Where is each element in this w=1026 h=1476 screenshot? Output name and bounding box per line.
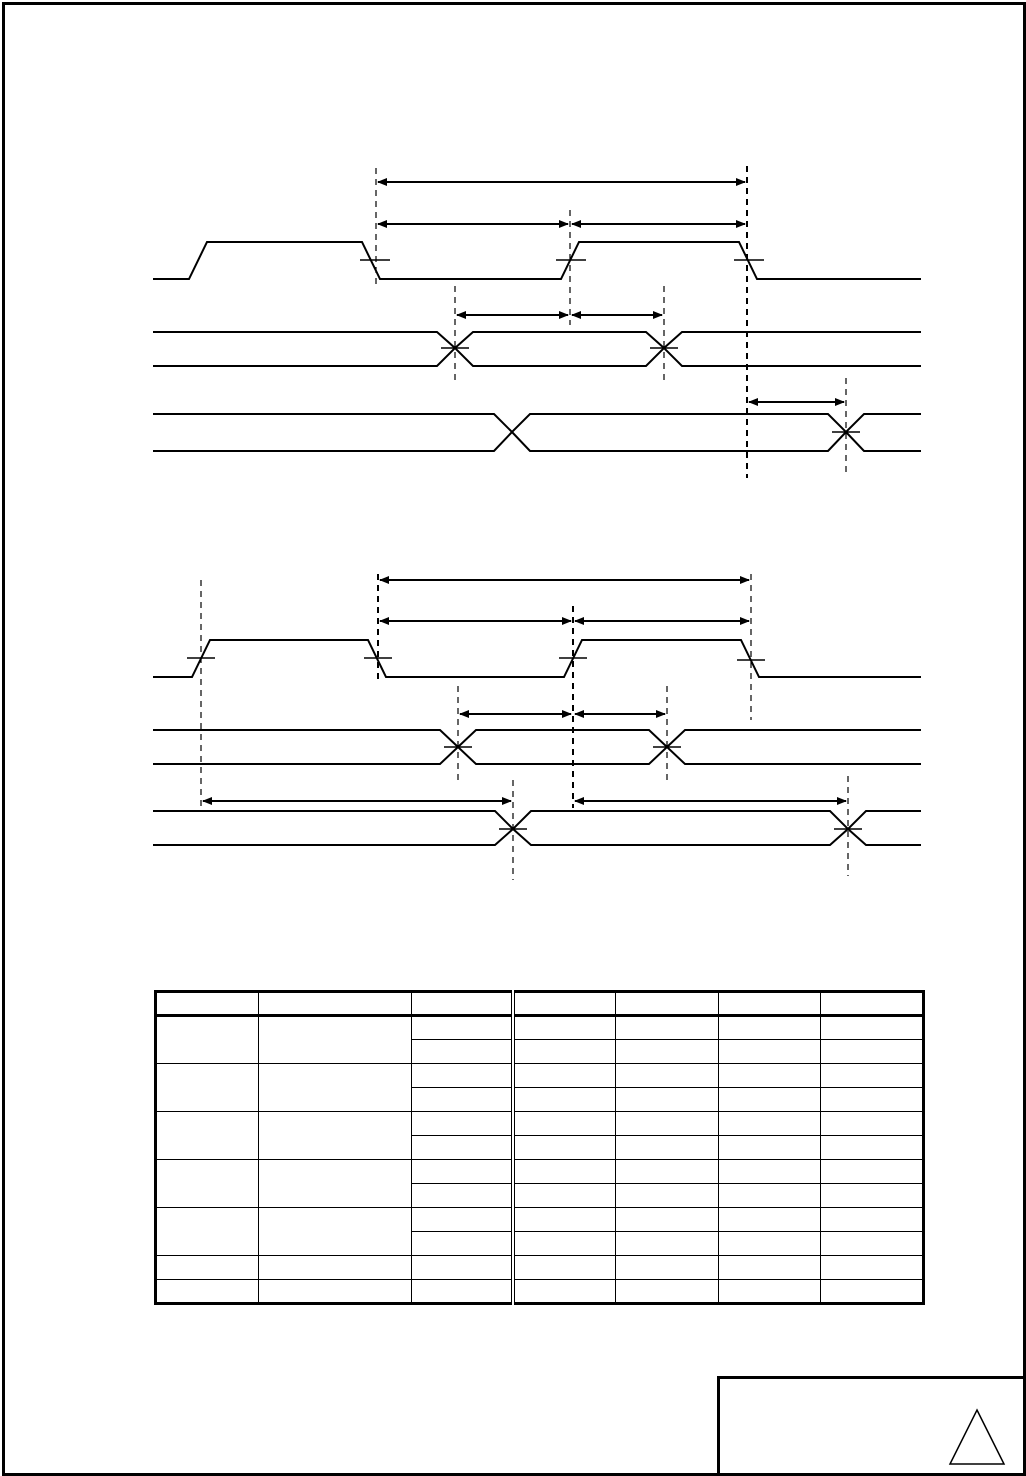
table-cell	[156, 1112, 259, 1160]
table-cell	[513, 1136, 616, 1160]
table-row	[156, 1064, 924, 1088]
table-cell	[719, 1136, 821, 1160]
table-cell	[259, 1280, 412, 1304]
table-cell	[719, 1016, 821, 1040]
table-cell	[616, 1280, 719, 1304]
table-cell	[513, 1088, 616, 1112]
table-cell	[513, 1184, 616, 1208]
table-cell	[719, 1184, 821, 1208]
table-cell	[156, 1208, 259, 1256]
table-cell	[513, 1208, 616, 1232]
table-cell	[513, 1280, 616, 1304]
read-dimension-arrows	[378, 182, 844, 402]
table-cell	[821, 1112, 924, 1136]
table-cell	[513, 1040, 616, 1064]
table-cell	[719, 992, 821, 1016]
table-cell	[259, 992, 412, 1016]
write-bus-b-waveform	[153, 811, 921, 845]
table-cell	[616, 1232, 719, 1256]
table-cell	[821, 992, 924, 1016]
table-cell	[719, 1160, 821, 1184]
table-cell	[259, 1160, 412, 1208]
read-bus-a-waveform	[153, 332, 921, 366]
table-cell	[513, 1064, 616, 1088]
table-cell	[156, 1256, 259, 1280]
table-cell	[156, 1016, 259, 1064]
timing-spec-table	[154, 990, 925, 1305]
write-transition-ticks	[187, 658, 862, 829]
table-cell	[719, 1232, 821, 1256]
table-cell	[719, 1040, 821, 1064]
table-cell	[259, 1208, 412, 1256]
table-cell	[821, 1208, 924, 1232]
table-cell	[156, 1280, 259, 1304]
table-cell	[156, 1064, 259, 1112]
table-cell	[616, 1016, 719, 1040]
table-cell	[616, 1256, 719, 1280]
table-cell	[616, 1088, 719, 1112]
triangle-icon	[948, 1408, 1006, 1466]
read-bus-b-waveform	[153, 414, 921, 451]
write-clock-waveform	[153, 640, 921, 677]
table-cell	[513, 992, 616, 1016]
table-row	[156, 1112, 924, 1136]
table-cell	[719, 1064, 821, 1088]
table-cell	[513, 1232, 616, 1256]
table-cell	[821, 1256, 924, 1280]
table-cell	[719, 1256, 821, 1280]
read-cycle-diagram	[153, 166, 921, 478]
table-cell	[412, 992, 513, 1016]
title-block	[717, 1376, 1024, 1474]
table-cell	[719, 1112, 821, 1136]
write-bus-a-waveform	[153, 730, 921, 764]
table-cell	[412, 1136, 513, 1160]
table-cell	[412, 1208, 513, 1232]
table-cell	[821, 1040, 924, 1064]
table-row	[156, 1208, 924, 1232]
table-cell	[412, 1256, 513, 1280]
table-cell	[719, 1208, 821, 1232]
table-cell	[156, 1160, 259, 1208]
table-cell	[412, 1064, 513, 1088]
table-cell	[513, 1160, 616, 1184]
table-cell	[616, 1040, 719, 1064]
table-cell	[616, 1184, 719, 1208]
table-cell	[821, 1232, 924, 1256]
table-cell	[412, 1088, 513, 1112]
table-cell	[821, 1088, 924, 1112]
table-cell	[719, 1088, 821, 1112]
table-header-row	[156, 992, 924, 1016]
table-cell	[412, 1184, 513, 1208]
table-cell	[821, 1160, 924, 1184]
table-cell	[259, 1016, 412, 1064]
table-cell	[719, 1280, 821, 1304]
table-cell	[616, 1160, 719, 1184]
table-cell	[821, 1280, 924, 1304]
read-clock-waveform	[153, 242, 921, 279]
table-cell	[616, 1136, 719, 1160]
table-cell	[616, 992, 719, 1016]
table-cell	[821, 1064, 924, 1088]
table-row	[156, 1256, 924, 1280]
table-cell	[412, 1040, 513, 1064]
table-cell	[513, 1112, 616, 1136]
write-cycle-diagram	[153, 574, 921, 880]
write-reference-lines	[201, 574, 848, 880]
table-cell	[412, 1280, 513, 1304]
read-reference-lines	[376, 166, 846, 478]
write-dimension-arrows	[203, 580, 846, 801]
table-cell	[616, 1208, 719, 1232]
table-cell	[412, 1160, 513, 1184]
table-cell	[412, 1232, 513, 1256]
table-cell	[616, 1064, 719, 1088]
table-cell	[412, 1016, 513, 1040]
table-row	[156, 1160, 924, 1184]
table-cell	[259, 1256, 412, 1280]
table-cell	[412, 1112, 513, 1136]
table-cell	[513, 1256, 616, 1280]
table-row	[156, 1016, 924, 1040]
table-cell	[259, 1064, 412, 1112]
read-transition-ticks	[360, 260, 860, 432]
table-cell	[821, 1184, 924, 1208]
table-cell	[821, 1136, 924, 1160]
table-cell	[821, 1016, 924, 1040]
table-row	[156, 1280, 924, 1304]
table-cell	[259, 1112, 412, 1160]
table-cell	[616, 1112, 719, 1136]
table-cell	[156, 992, 259, 1016]
table-cell	[513, 1016, 616, 1040]
